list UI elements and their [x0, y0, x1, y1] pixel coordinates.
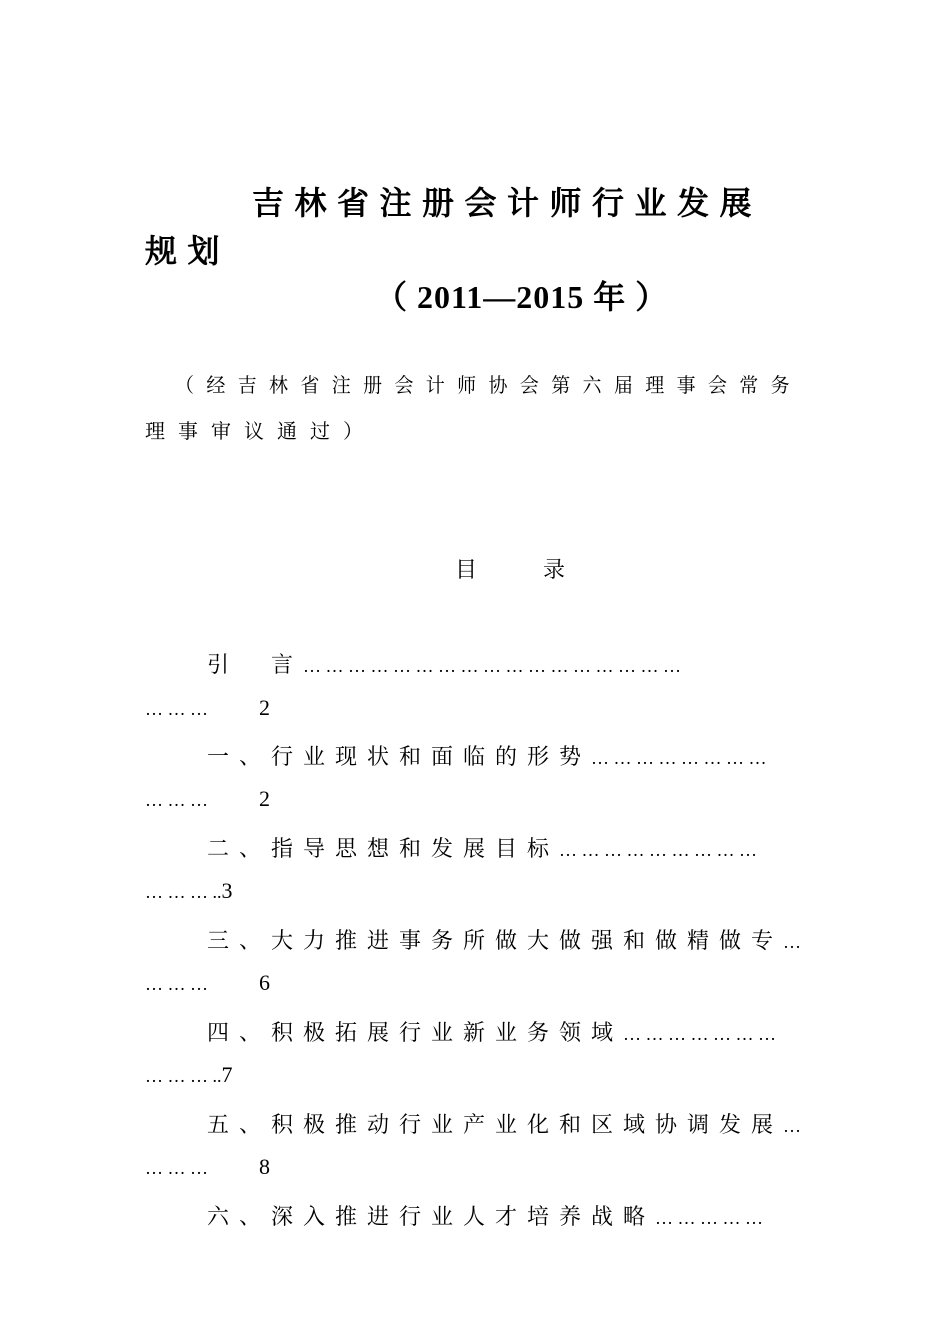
toc-entry-5[interactable] — [207, 1108, 801, 1139]
toc-entry-label: 二、指导思想和发展目标 — [207, 837, 560, 862]
toc-entry-label: 三、大力推进事务所做大做强和做精做专 — [207, 929, 784, 954]
toc-page-number: 3 — [221, 878, 233, 903]
toc-entry-1[interactable] — [207, 740, 767, 771]
toc-entry-3-cont — [145, 970, 270, 996]
toc-entry-intro[interactable] — [207, 648, 681, 679]
toc-leader-dots: … — [783, 1116, 802, 1136]
toc-leader-dots: … … … — [145, 974, 208, 994]
toc-heading-char2: 录 — [543, 558, 566, 583]
toc-entry-1-cont — [145, 786, 270, 812]
toc-entry-3[interactable] — [207, 924, 801, 955]
toc-leader-dots: … — [783, 932, 802, 952]
approval-note-line2: 理事审议通过） — [145, 419, 376, 443]
toc-entry-label: 五、积极推动行业产业化和区域协调发展 — [207, 1113, 784, 1138]
toc-page-number: 2 — [258, 695, 270, 720]
toc-heading-char1: 目 — [455, 558, 478, 583]
toc-leader-dots: … … … — [145, 1158, 208, 1178]
toc-leader-dots: … … … — [145, 790, 208, 810]
toc-leader-dots: … … … — [145, 699, 208, 719]
toc-entry-4[interactable] — [207, 1016, 776, 1047]
toc-entry-label: 一、行业现状和面临的形势 — [207, 745, 592, 770]
toc-leader-dots: … … … … … … … … … … … … … … … … … — [303, 656, 682, 676]
toc-entry-4-cont — [145, 1062, 233, 1088]
toc-leader-dots: … … … … … … … … — [591, 748, 767, 768]
toc-entry-intro-cont — [145, 695, 270, 721]
toc-entry-5-cont — [145, 1154, 270, 1180]
document-title-line2: 规划 — [145, 232, 231, 270]
document-title-line1: 吉林省注册会计师行业发展 — [252, 184, 763, 222]
toc-entry-label: 引 言 — [207, 653, 304, 678]
toc-leader-dots: … … … … … — [655, 1208, 764, 1228]
document-title-years: （ 2011—2015 年 ） — [375, 279, 669, 315]
toc-entry-2[interactable] — [207, 832, 757, 863]
toc-page-number: 8 — [258, 1154, 270, 1179]
toc-leader-dots: … … … … … … … — [623, 1024, 777, 1044]
toc-page-number: 6 — [258, 970, 270, 995]
toc-page-number: 7 — [221, 1062, 233, 1087]
toc-entry-6[interactable] — [207, 1200, 763, 1231]
toc-entry-2-cont — [145, 878, 233, 904]
toc-leader-dots: … … … .. — [145, 1066, 222, 1086]
toc-heading — [455, 553, 565, 584]
toc-entry-label: 六、深入推进行业人才培养战略 — [207, 1205, 656, 1230]
approval-note-line1: （经吉林省注册会计师协会第六届理事会常务 — [175, 373, 802, 397]
toc-leader-dots: … … … … … … … … … — [559, 840, 758, 860]
toc-leader-dots: … … … .. — [145, 882, 222, 902]
toc-entry-label: 四、积极拓展行业新业务领域 — [207, 1021, 624, 1046]
toc-page-number: 2 — [258, 786, 270, 811]
